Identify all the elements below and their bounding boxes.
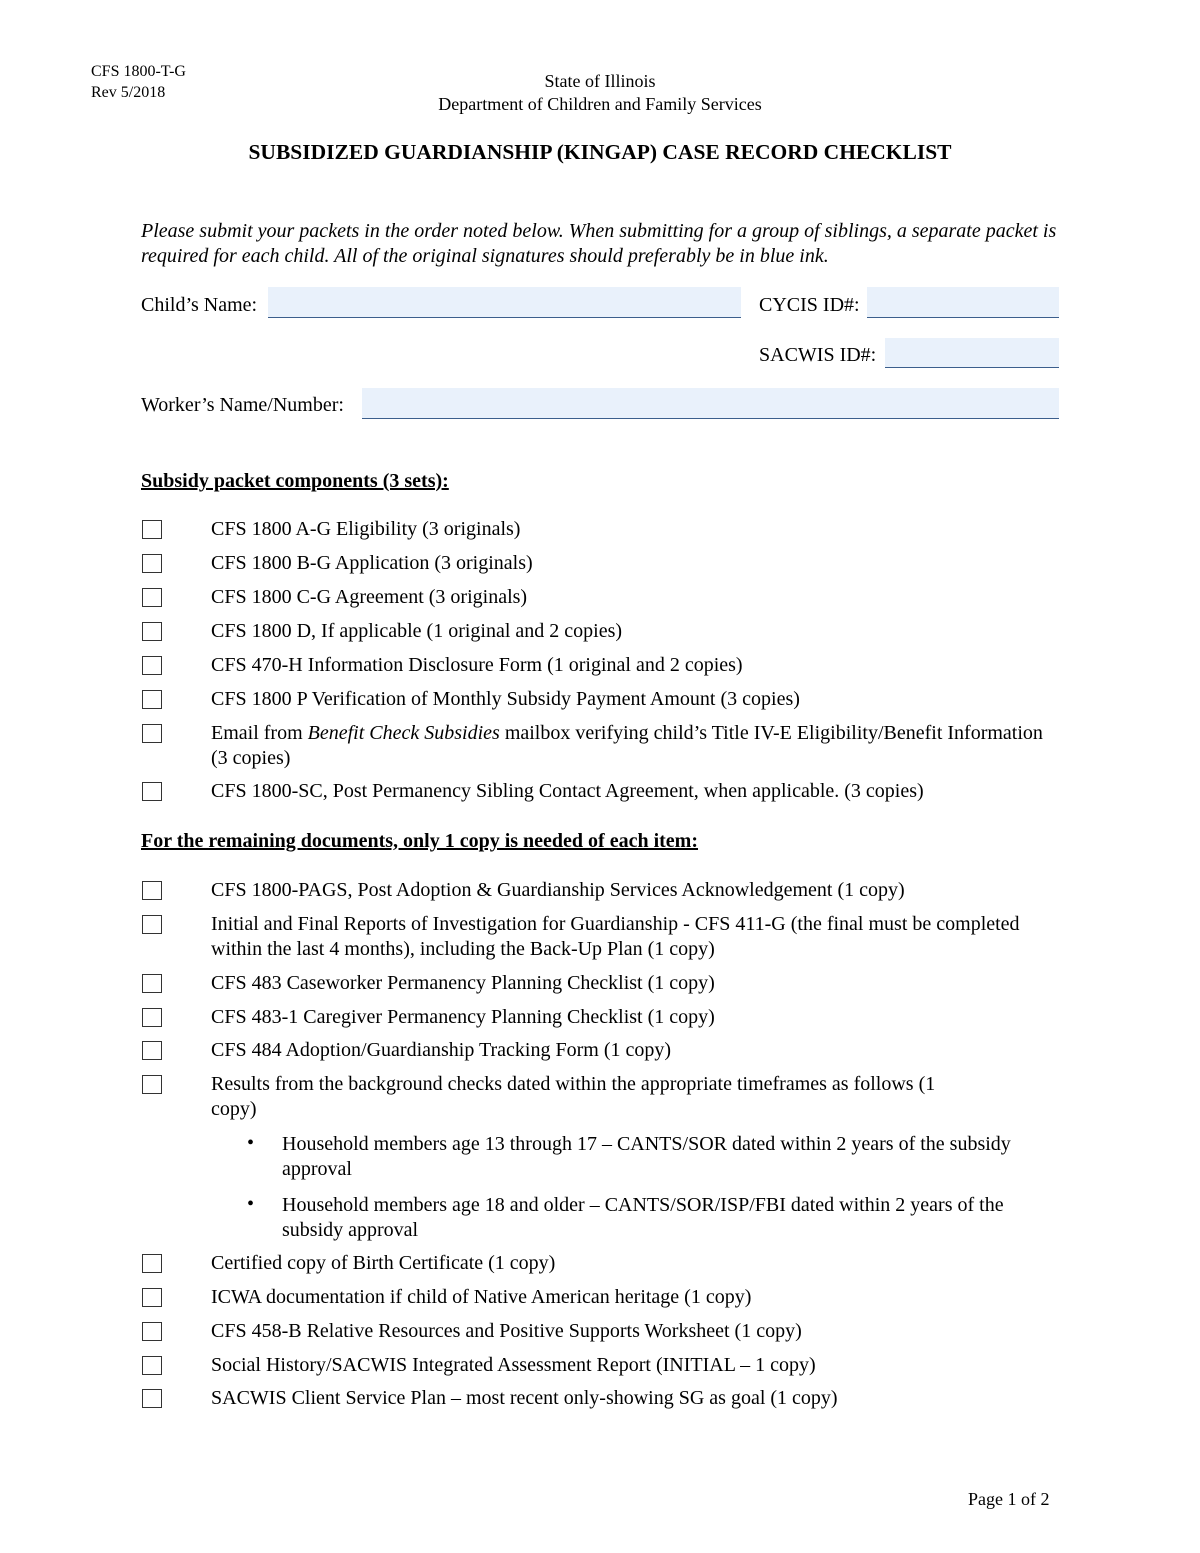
checkbox-483[interactable] bbox=[142, 974, 162, 993]
item-icwa: ICWA documentation if child of Native American heritage (1 copy) bbox=[211, 1286, 752, 1308]
checkbox-458-b[interactable] bbox=[142, 1322, 162, 1341]
item-background-checks: Results from the background checks dated within the appropriate timeframes as follows (1 copy) bbox=[211, 1073, 936, 1120]
sacwis-id-label: SACWIS ID#: bbox=[759, 344, 877, 366]
bullet-marker: • bbox=[247, 1132, 255, 1154]
checkbox-1800-b-g[interactable] bbox=[142, 554, 162, 573]
checkbox-1800-sc[interactable] bbox=[142, 782, 162, 801]
checkbox-icwa[interactable] bbox=[142, 1288, 162, 1307]
checkbox-1800-d[interactable] bbox=[142, 622, 162, 641]
checkbox-1800-a-g[interactable] bbox=[142, 520, 162, 539]
checkbox-484[interactable] bbox=[142, 1041, 162, 1060]
child-name-label: Child’s Name: bbox=[141, 294, 258, 316]
section-heading-remaining-documents: For the remaining documents, only 1 copy is needed of each item: bbox=[141, 830, 699, 852]
item-1800-p: CFS 1800 P Verification of Monthly Subsidy Payment Amount (3 copies) bbox=[211, 688, 800, 710]
item-411-g: Initial and Final Reports of Investigation for Guardianship - CFS 411-G (the final must be completed within the last 4 months), including the Back-Up Plan (1 copy) bbox=[211, 913, 1020, 960]
item-1800-d: CFS 1800 D, If applicable (1 original and 2 copies) bbox=[211, 620, 623, 642]
item-client-service-plan: SACWIS Client Service Plan – most recent only-showing SG as goal (1 copy) bbox=[211, 1387, 838, 1409]
page-number: Page 1 of 2 bbox=[968, 1489, 1050, 1509]
checkbox-client-service-plan[interactable] bbox=[142, 1389, 162, 1408]
checkbox-1800-p[interactable] bbox=[142, 690, 162, 709]
checkbox-social-history[interactable] bbox=[142, 1356, 162, 1375]
item-1800-pags: CFS 1800-PAGS, Post Adoption & Guardianship Services Acknowledgement (1 copy) bbox=[211, 879, 905, 901]
item-birth-certificate: Certified copy of Birth Certificate (1 copy) bbox=[211, 1252, 556, 1274]
item-1800-sc: CFS 1800-SC, Post Permanency Sibling Contact Agreement, when applicable. (3 copies) bbox=[211, 780, 924, 802]
item-483: CFS 483 Caseworker Permanency Planning Checklist (1 copy) bbox=[211, 972, 715, 994]
checkbox-birth-certificate[interactable] bbox=[142, 1254, 162, 1273]
checkbox-1800-c-g[interactable] bbox=[142, 588, 162, 607]
cycis-id-label: CYCIS ID#: bbox=[759, 294, 860, 316]
item-483-1: CFS 483-1 Caregiver Permanency Planning Checklist (1 copy) bbox=[211, 1006, 715, 1028]
checkbox-411-g[interactable] bbox=[142, 915, 162, 934]
checkbox-483-1[interactable] bbox=[142, 1008, 162, 1027]
item-470-h: CFS 470-H Information Disclosure Form (1 original and 2 copies) bbox=[211, 654, 743, 676]
worker-name-field[interactable] bbox=[362, 388, 1059, 419]
item-1800-b-g: CFS 1800 B-G Application (3 originals) bbox=[211, 552, 533, 574]
worker-name-label: Worker’s Name/Number: bbox=[141, 394, 344, 416]
email-item-pre: Email from bbox=[211, 722, 308, 744]
bullet-household-13-17: Household members age 13 through 17 – CANTS/SOR dated within 2 years of the subsidy approval bbox=[282, 1133, 1011, 1180]
bullet-household-18-older: Household members age 18 and older – CANTS/SOR/ISP/FBI dated within 2 years of the subsidy approval bbox=[282, 1194, 1004, 1241]
section-heading-subsidy-packet: Subsidy packet components (3 sets): bbox=[141, 470, 449, 492]
department-name: Department of Children and Family Services bbox=[438, 94, 762, 114]
revision-date: Rev 5/2018 bbox=[91, 84, 166, 101]
checkbox-1800-pags[interactable] bbox=[142, 881, 162, 900]
email-item-mailbox: Benefit Check Subsidies bbox=[307, 722, 500, 744]
item-social-history: Social History/SACWIS Integrated Assessment Report (INITIAL – 1 copy) bbox=[211, 1354, 816, 1376]
instructions-text: Please submit your packets in the order noted below. When submitting for a group of siblings, a separate packet is required for each child. All of the original signatures should preferably be in blue ink. bbox=[141, 220, 1057, 267]
checkbox-background-checks[interactable] bbox=[142, 1075, 162, 1094]
bullet-marker: • bbox=[247, 1193, 255, 1215]
cycis-id-field[interactable] bbox=[867, 287, 1059, 318]
item-484: CFS 484 Adoption/Guardianship Tracking Form (1 copy) bbox=[211, 1039, 672, 1061]
page-title: SUBSIDIZED GUARDIANSHIP (KINGAP) CASE RECORD CHECKLIST bbox=[248, 140, 952, 164]
checkbox-email-benefit-check[interactable] bbox=[142, 724, 162, 743]
item-458-b: CFS 458-B Relative Resources and Positive Supports Worksheet (1 copy) bbox=[211, 1320, 802, 1342]
item-1800-c-g: CFS 1800 C-G Agreement (3 originals) bbox=[211, 586, 528, 608]
form-number: CFS 1800-T-G bbox=[91, 63, 186, 80]
state-name: State of Illinois bbox=[544, 71, 656, 91]
item-email-benefit-check bbox=[211, 721, 1051, 771]
checkbox-470-h[interactable] bbox=[142, 656, 162, 675]
email-item-post: mailbox verifying child’s Title IV-E Eligibility/Benefit Information (3 copies) bbox=[211, 722, 1043, 769]
child-name-field[interactable] bbox=[268, 287, 741, 318]
item-1800-a-g: CFS 1800 A-G Eligibility (3 originals) bbox=[211, 518, 521, 540]
sacwis-id-field[interactable] bbox=[885, 338, 1059, 368]
